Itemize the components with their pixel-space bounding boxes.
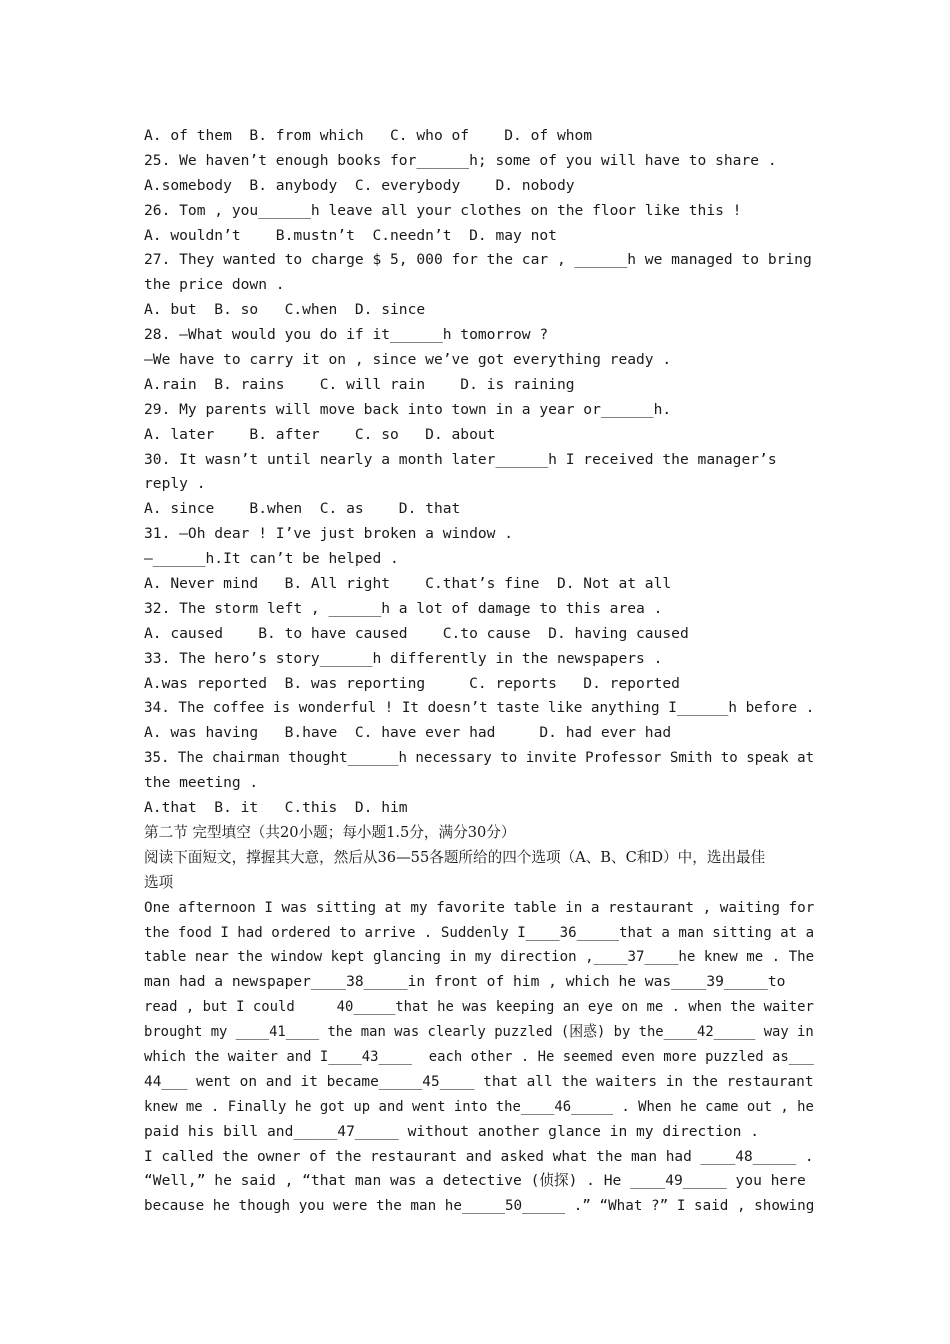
text-line: A.somebody B. anybody C. everybody D. nobody — [144, 176, 575, 194]
passage-line: read , but I could 40_____that he was keeping an eye on me . when the waiter — [144, 998, 814, 1016]
text-line: A.was reported B. was reporting C. reports D. reported — [144, 674, 680, 692]
text-line: the price down . — [144, 276, 285, 294]
text-line: A. was having B.have C. have ever had D. had ever had — [144, 724, 672, 742]
text-line: the meeting . — [144, 774, 259, 792]
text-line: 35. The chairman thought______h necessary to invite Professor Smith to speak at — [144, 749, 815, 767]
passage-line: I called the owner of the restaurant and asked what the man had ____48_____ . — [144, 1147, 814, 1165]
text-line: 26. Tom , you______h leave all your clothes on the floor like this ! — [144, 201, 742, 219]
text-line: A. caused B. to have caused C.to cause D. having caused — [144, 624, 689, 642]
text-line: 34. The coffee is wonderful ! It doesn’t taste like anything I______h before . — [144, 699, 815, 717]
passage-line: “Well,” he said , “that man was a detective (侦探) . He ____49_____ you here — [144, 1172, 806, 1190]
text-line: A.that B. it C.this D. him — [144, 799, 408, 817]
passage-line: the food I had ordered to arrive . Suddenly I____36_____that a man sitting at a — [144, 923, 815, 941]
passage-line: man had a newspaper____38_____in front of him , which he was____39_____to — [144, 973, 786, 991]
passage-line: One afternoon I was sitting at my favorite table in a restaurant , waiting for — [144, 898, 815, 916]
text-line: 28. —What would you do if it______h tomorrow ? — [144, 326, 549, 344]
text-line: 27. They wanted to charge $ 5, 000 for the car , ______h we managed to bring — [144, 251, 812, 269]
text-line: A. Never mind B. All right C.that’s fine D. Not at all — [144, 575, 672, 593]
text-line: 31. —Oh dear ! I’ve just broken a window . — [144, 525, 514, 543]
text-line: 30. It wasn’t until nearly a month later______h I received the manager’s — [144, 450, 777, 468]
text-line: A. since B.when C. as D. that — [144, 500, 461, 518]
text-line: A. wouldn’t B.mustn’t C.needn’t D. may not — [144, 226, 557, 244]
passage-line: which the waiter and I____43____ each other . He seemed even more puzzled as___ — [144, 1047, 814, 1065]
passage-line: table near the window kept glancing in my direction ,____37____he knew me . The — [144, 948, 815, 966]
passage-line: brought my ____41____ the man was clearly puzzled (困惑) by the____42_____ way in — [144, 1023, 814, 1041]
section-instruction: 阅读下面短文，撑握其大意，然后从36—55各题所给的四个选项（A、B、C和D）中，选出最佳 — [144, 848, 766, 866]
passage-line: 44___ went on and it became_____45____ that all the waiters in the restaurant — [144, 1072, 814, 1090]
text-line: reply . — [144, 475, 206, 493]
document-page — [144, 124, 814, 1219]
text-line: 33. The hero’s story______h differently in the newspapers . — [144, 649, 663, 667]
text-line: —We have to carry it on , since we’ve got everything ready . — [144, 351, 672, 369]
text-line: A. but B. so C.when D. since — [144, 301, 426, 319]
text-line: —______h.It can’t be helped . — [144, 550, 399, 568]
passage-line: paid his bill and_____47_____ without another glance in my direction . — [144, 1122, 760, 1140]
section-instruction: 选项 — [144, 873, 174, 891]
passage-line: because he though you were the man he_____50_____ .” “What ?” I said , showing — [144, 1197, 815, 1215]
text-line: 32. The storm left , ______h a lot of damage to this area . — [144, 599, 663, 617]
text-line: A.rain B. rains C. will rain D. is raining — [144, 375, 575, 393]
section-heading: 第二节 完型填空（共20小题；每小题1.5分，满分30分） — [144, 823, 516, 841]
text-line: 29. My parents will move back into town in a year or______h. — [144, 400, 672, 418]
text-line: A. of them B. from which C. who of D. of whom — [144, 127, 593, 144]
text-line: 25. We haven’t enough books for______h; some of you will have to share . — [144, 151, 777, 169]
text-line: A. later B. after C. so D. about — [144, 425, 496, 443]
passage-line: knew me . Finally he got up and went into the____46_____ . When he came out , he — [144, 1097, 814, 1115]
